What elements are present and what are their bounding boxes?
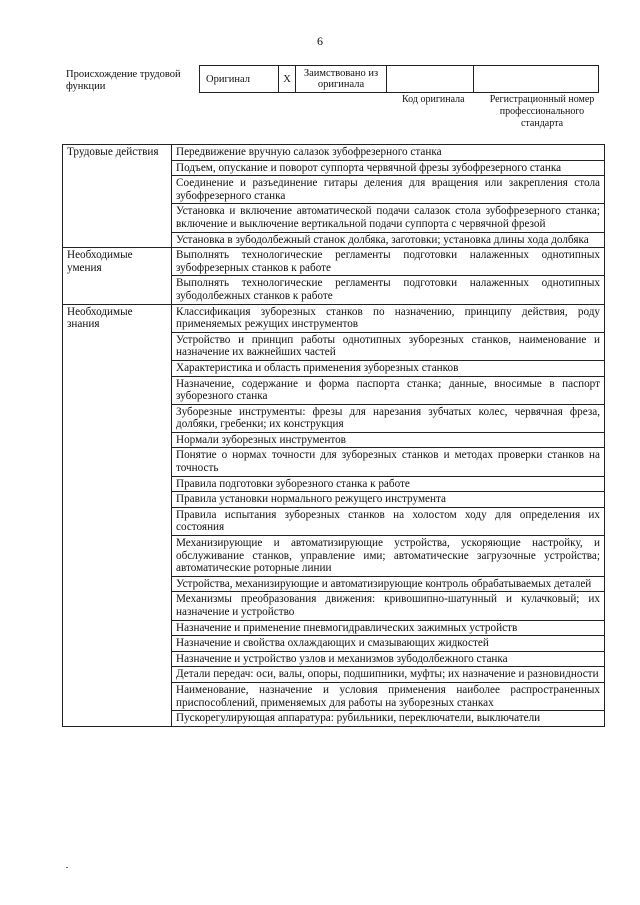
section-item: Характеристика и область применения зуборезных станков xyxy=(172,360,605,376)
table-row xyxy=(63,145,605,161)
section-item: Понятие о нормах точности для зуборезных станков и методах проверки станков на точность xyxy=(172,448,605,476)
section-item: Установка в зубодолбежный станок долбяка, заготовки; установка длины хода долбяка xyxy=(172,232,605,248)
labor-function-table xyxy=(62,144,605,727)
section-item: Устройства, механизирующие и автоматизирующие контроль обрабатываемых деталей xyxy=(172,576,605,592)
section-item: Правила подготовки зуборезного станка к работе xyxy=(172,476,605,492)
origin-label: Происхождение трудовой функции xyxy=(66,69,181,92)
section-item: Передвижение вручную салазок зубофрезерного станка xyxy=(172,145,605,161)
section-item: Назначение и применение пневмогидравлических зажимных устройств xyxy=(172,620,605,636)
section-item: Нормали зуборезных инструментов xyxy=(172,432,605,448)
table-row xyxy=(63,304,605,332)
reg-number-caption: Регистрационный номер профессионального стандарта xyxy=(489,94,595,129)
section-item: Механизирующие и автоматизирующие устройства, ускоряющие настройку, и обслуживание станков, управление ими; автоматические загрузочные устройства; автоматические роторные линии xyxy=(172,536,605,577)
section-item: Назначение и свойства охлаждающих и смазывающих жидкостей xyxy=(172,636,605,652)
section-title: Необходимые знания xyxy=(63,304,172,726)
original-cell: Оригинал xyxy=(200,66,279,93)
original-mark: X xyxy=(279,66,296,93)
section-item: Назначение и устройство узлов и механизмов зубодолбежного станка xyxy=(172,651,605,667)
section-title: Трудовые действия xyxy=(63,145,172,248)
section-item: Выполнять технологические регламенты подготовки налаженных однотипных зубофрезерных станков к работе xyxy=(172,248,605,276)
scan-artifact xyxy=(66,867,68,868)
section-item: Правила установки нормального режущего инструмента xyxy=(172,492,605,508)
section-item: Механизмы преобразования движения: кривошипно-шатунный и кулачковый; их назначение и устройство xyxy=(172,592,605,620)
origin-table xyxy=(199,65,599,93)
borrowed-cell: Заимствовано из оригинала xyxy=(296,66,387,93)
section-item: Назначение, содержание и форма паспорта станка; данные, вносимые в паспорт зуборезного станка xyxy=(172,376,605,404)
page-number: 6 xyxy=(317,34,323,48)
code-caption: Код оригинала xyxy=(402,94,465,105)
section-item: Установка и включение автоматической подачи салазок стола зубофрезерного станка; включение и выключение вертикальной подачи суппорта с червячной фрезой xyxy=(172,204,605,232)
section-item: Пускорегулирующая аппаратура: рубильники, переключатели, выключатели xyxy=(172,711,605,727)
section-item: Детали передач: оси, валы, опоры, подшипники, муфты; их назначение и разновидности xyxy=(172,667,605,683)
section-item: Соединение и разъединение гитары деления для вращения или закрепления стола зубофрезерного станка xyxy=(172,176,605,204)
code-cell xyxy=(387,66,474,93)
section-item: Устройство и принцип работы однотипных зуборезных станков, наименование и назначение их важнейших частей xyxy=(172,332,605,360)
section-item: Зуборезные инструменты: фрезы для нарезания зубчатых колес, червячная фреза, долбяки, гребенки; их конструкция xyxy=(172,404,605,432)
reg-number-cell xyxy=(474,66,599,93)
section-item: Наименование, назначение и условия применения наиболее распространенных приспособлений, применяемых для работы на зуборезных станках xyxy=(172,682,605,710)
section-item: Подъем, опускание и поворот суппорта червячной фрезы зубофрезерного станка xyxy=(172,160,605,176)
section-title: Необходимые умения xyxy=(63,248,172,304)
table-row xyxy=(63,248,605,276)
section-item: Правила испытания зуборезных станков на холостом ходу для определения их состояния xyxy=(172,507,605,535)
section-item: Выполнять технологические регламенты подготовки налаженных однотипных зубодолбежных станков к работе xyxy=(172,276,605,304)
section-item: Классификация зуборезных станков по назначению, принципу действия, роду применяемых режущих инструментов xyxy=(172,304,605,332)
